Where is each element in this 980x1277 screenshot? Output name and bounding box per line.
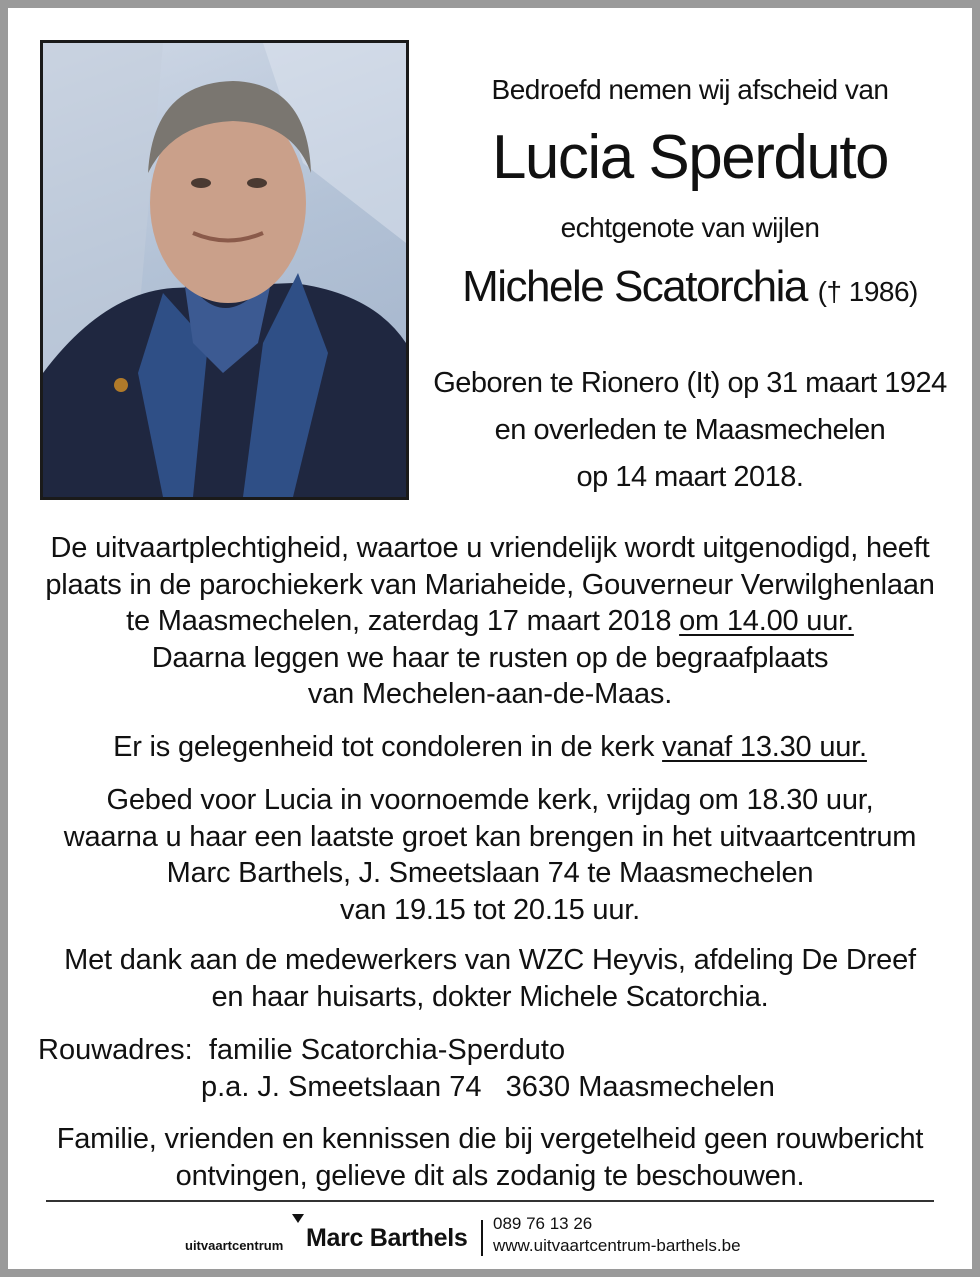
footer-brand: Marc Barthels: [306, 1224, 468, 1252]
closing-line-2: ontvingen, gelieve dit als zodanig te beschouwen.: [175, 1159, 805, 1192]
prayer-line-4: van 19.15 tot 20.15 uur.: [340, 893, 640, 926]
logo-triangle-icon: [292, 1214, 304, 1223]
footer-website[interactable]: www.uitvaartcentrum-barthels.be: [493, 1236, 741, 1255]
spouse-line: [430, 258, 950, 321]
address-row-1: [38, 1032, 775, 1069]
funeral-line-1: De uitvaartplechtigheid, waartoe u vriendelijk wordt uitgenodigd, heeft: [50, 532, 930, 564]
condolence-text: Er is gelegenheid tot condoleren in de kerk: [113, 731, 663, 763]
spouse-name: Michele Scatorchia: [462, 262, 807, 311]
address-row-2: [38, 1069, 775, 1106]
funeral-line-3: [30, 603, 950, 640]
birth-line-2: en overleden te Maasmechelen: [494, 414, 886, 446]
thanks-line-2: en haar huisarts, dokter Michele Scatorchia.: [211, 980, 769, 1013]
address-street: p.a. J. Smeetslaan 74: [201, 1070, 482, 1103]
prayer-line-3: Marc Barthels, J. Smeetslaan 74 te Maasmechelen: [166, 857, 814, 889]
relation-line: echtgenote van wijlen: [560, 212, 820, 243]
funeral-date: te Maasmechelen, zaterdag 17 maart 2018: [126, 605, 680, 637]
address-label: Rouwadres:: [38, 1034, 193, 1066]
footer-divider: [46, 1200, 934, 1202]
condolence-paragraph: [30, 729, 950, 766]
closing-line-1: Familie, vrienden en kennissen die bij vergetelheid geen rouwbericht: [56, 1123, 924, 1155]
footer-phone: 089 76 13 26: [493, 1214, 593, 1233]
prayer-paragraph: [30, 782, 950, 928]
deceased-name: Lucia Sperduto: [491, 123, 889, 192]
birth-line-3: op 14 maart 2018.: [576, 461, 804, 493]
address-family: familie Scatorchia-Sperduto: [208, 1034, 566, 1066]
prayer-line-1: Gebed voor Lucia in voornoemde kerk, vrijdag om 18.30 uur,: [106, 784, 874, 816]
funeral-line-2: plaats in de parochiekerk van Mariaheide, Gouverneur Verwilghenlaan: [45, 568, 935, 601]
funeral-line-5: van Mechelen-aan-de-Maas.: [307, 678, 673, 710]
birth-line-1: Geboren te Rionero (It) op 31 maart 1924: [433, 367, 947, 399]
thanks-line-1: Met dank aan de medewerkers van WZC Heyvis, afdeling De Dreef: [64, 944, 916, 976]
portrait-illustration: [43, 43, 406, 497]
birth-death-info: [430, 360, 950, 501]
intro-line: Bedroefd nemen wij afscheid van: [491, 74, 889, 105]
funeral-paragraph: [30, 530, 950, 713]
funeral-line-4: Daarna leggen we haar te rusten op de begraafplaats: [151, 641, 829, 674]
portrait-photo: [40, 40, 409, 500]
prayer-line-2: waarna u haar een laatste groet kan brengen in het uitvaartcentrum: [63, 820, 917, 853]
condolence-time: vanaf 13.30 uur.: [662, 731, 867, 763]
footer-small-label: uitvaartcentrum: [185, 1238, 284, 1253]
closing-paragraph: [30, 1121, 950, 1194]
thanks-paragraph: [30, 942, 950, 1015]
spouse-death-year: († 1986): [817, 276, 918, 307]
mourning-address: [38, 1032, 775, 1105]
footer-separator: [481, 1220, 483, 1256]
address-city: 3630 Maasmechelen: [505, 1070, 775, 1103]
funeral-time: om 14.00 uur.: [679, 605, 854, 637]
funeral-home-footer: [0, 1208, 980, 1258]
